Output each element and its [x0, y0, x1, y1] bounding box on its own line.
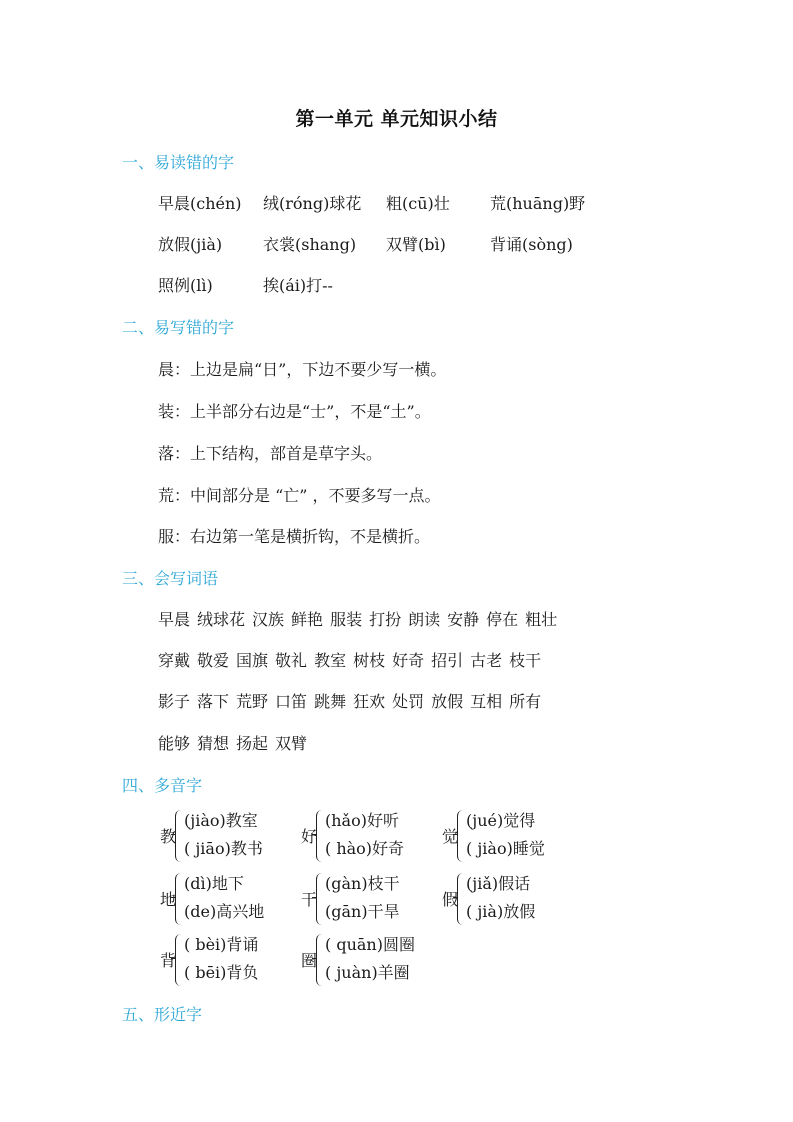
polyphone-reading: (hǎo)好听	[325, 811, 399, 830]
writing-tip: 装：上半部分右边是“士”，不是“土”。	[158, 402, 431, 421]
polyphone-reading: (gàn)枝干	[325, 874, 400, 893]
word: 招引	[431, 651, 464, 670]
word: 扬起	[236, 734, 269, 753]
word: 树枝	[353, 651, 386, 670]
polyphone-reading: ( bēi)背负	[184, 963, 259, 982]
polyphone-char: 圈	[301, 951, 318, 970]
reading-item: 早晨(chén)	[158, 194, 242, 213]
section-heading-3: 三、会写词语	[122, 569, 219, 588]
word: 打扮	[369, 610, 402, 629]
brace-icon	[316, 873, 323, 925]
word: 早晨	[158, 610, 191, 629]
polyphone-reading: ( jià)放假	[466, 902, 536, 921]
polyphone-reading: ( bèi)背诵	[184, 935, 259, 954]
word-row-2	[158, 648, 548, 671]
section-heading-1: 一、易读错的字	[122, 153, 235, 172]
polyphone-reading: (gān)干旱	[325, 902, 400, 921]
word: 猜想	[197, 734, 230, 753]
word: 穿戴	[158, 651, 191, 670]
polyphone-char: 地	[160, 890, 177, 909]
word: 狂欢	[353, 692, 386, 711]
word-row-4	[158, 731, 314, 754]
word: 服装	[330, 610, 363, 629]
polyphone-char: 教	[160, 827, 177, 846]
polyphone-reading: ( quān)圆圈	[325, 935, 415, 954]
brace-icon	[457, 810, 464, 862]
word: 粗壮	[525, 610, 558, 629]
reading-item: 挨(ái)打--	[263, 276, 333, 295]
word: 放假	[431, 692, 464, 711]
section-heading-4: 四、多音字	[122, 776, 203, 795]
word: 绒球花	[197, 610, 246, 629]
polyphone-char: 觉	[442, 827, 459, 846]
word: 双臂	[275, 734, 308, 753]
reading-item: 荒(huāng)野	[490, 194, 586, 213]
brace-icon	[316, 810, 323, 862]
writing-tip: 荒：中间部分是 “亡” ，不要多写一点。	[158, 486, 441, 505]
section-heading-2: 二、易写错的字	[122, 318, 235, 337]
word: 处罚	[392, 692, 425, 711]
word: 古老	[470, 651, 503, 670]
word: 安静	[447, 610, 480, 629]
word: 跳舞	[314, 692, 347, 711]
word: 教室	[314, 651, 347, 670]
word: 鲜艳	[291, 610, 324, 629]
brace-icon	[175, 934, 182, 986]
reading-item: 背诵(sòng)	[490, 235, 573, 254]
word: 互相	[470, 692, 503, 711]
writing-tip: 服：右边第一笔是横折钩，不是横折。	[158, 527, 431, 546]
polyphone-reading: (dì)地下	[184, 874, 244, 893]
brace-icon	[175, 873, 182, 925]
brace-icon	[457, 873, 464, 925]
word: 影子	[158, 692, 191, 711]
polyphone-reading: ( juàn)羊圈	[325, 963, 410, 982]
polyphone-reading: (jué)觉得	[466, 811, 536, 830]
reading-item: 衣裳(shang)	[263, 235, 357, 254]
word: 所有	[509, 692, 542, 711]
polyphone-char: 干	[301, 890, 318, 909]
polyphone-reading: ( jiào)睡觉	[466, 839, 545, 858]
word: 好奇	[392, 651, 425, 670]
polyphone-char: 背	[160, 951, 177, 970]
brace-icon	[316, 934, 323, 986]
word: 敬爱	[197, 651, 230, 670]
word: 能够	[158, 734, 191, 753]
word: 口笛	[275, 692, 308, 711]
reading-item: 照例(lì)	[158, 276, 213, 295]
word: 汉族	[252, 610, 285, 629]
writing-tip: 落：上下结构，部首是草字头。	[158, 444, 383, 463]
word: 停在	[486, 610, 519, 629]
word: 荒野	[236, 692, 269, 711]
word: 落下	[197, 692, 230, 711]
reading-item: 放假(jià)	[158, 235, 223, 254]
polyphone-reading: ( jiāo)教书	[184, 839, 263, 858]
polyphone-reading: (jiào)教室	[184, 811, 258, 830]
polyphone-char: 好	[301, 827, 318, 846]
writing-tip: 晨：上边是扁“日”，下边不要少写一横。	[158, 360, 447, 379]
reading-item: 粗(cū)壮	[386, 194, 450, 213]
polyphone-reading: (de)高兴地	[184, 902, 265, 921]
reading-item: 双臂(bì)	[386, 235, 446, 254]
word: 国旗	[236, 651, 269, 670]
section-heading-5: 五、形近字	[122, 1005, 203, 1024]
word-row-1	[158, 607, 564, 630]
word: 敬礼	[275, 651, 308, 670]
word-row-3	[158, 689, 548, 712]
polyphone-reading: ( hào)好奇	[325, 839, 405, 858]
reading-item: 绒(róng)球花	[263, 194, 362, 213]
polyphone-reading: (jiǎ)假话	[466, 874, 531, 893]
word: 朗读	[408, 610, 441, 629]
word: 枝干	[509, 651, 542, 670]
brace-icon	[175, 810, 182, 862]
page-title: 第一单元 单元知识小结	[295, 108, 498, 130]
polyphone-char: 假	[442, 890, 459, 909]
